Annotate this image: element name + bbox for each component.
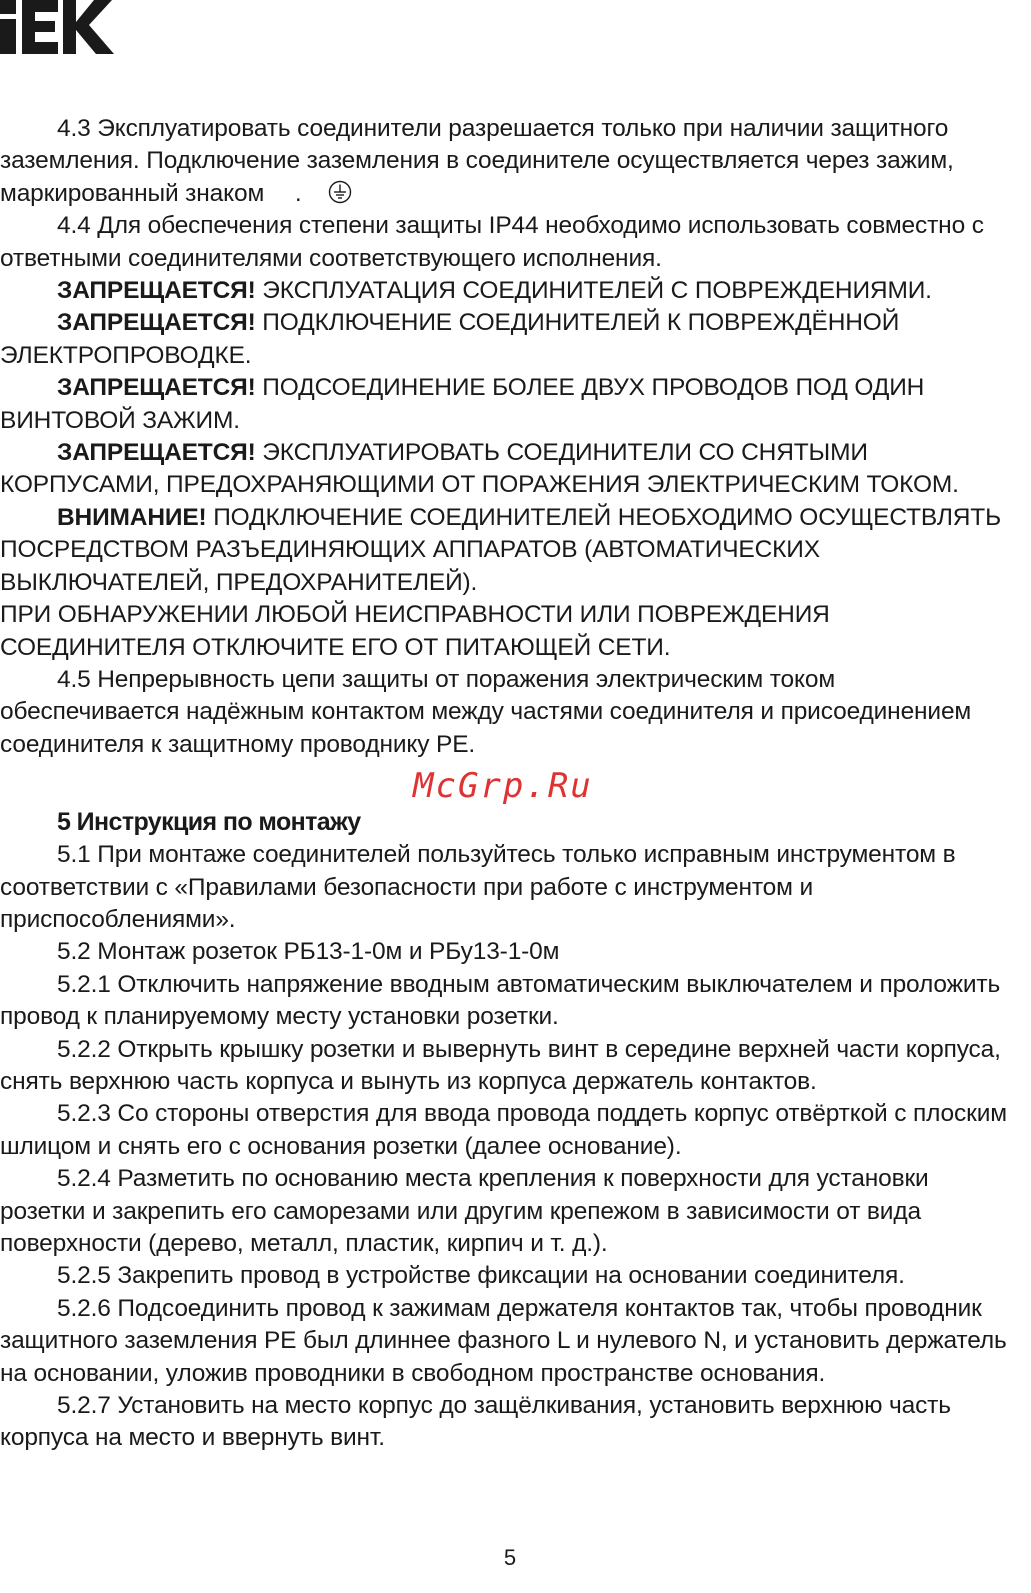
iek-logo bbox=[0, 0, 114, 54]
warning-text: ПОДСОЕДИНЕНИЕ БОЛЕЕ ДВУХ ПРОВОДОВ ПОД ОДИН ВИНТОВОЙ ЗАЖИМ. bbox=[0, 374, 925, 434]
paragraph-5-2-6: 5.2.6 Подсоединить провод к зажимам держателя контактов так, чтобы проводник защитного заземления PE был длиннее фазного L и нулевого N, и установить держатель на основании, уложив проводники в свободном пространстве основания. bbox=[0, 1294, 1007, 1387]
paragraph-5-2-1: 5.2.1 Отключить напряжение вводным автоматическим выключателем и проложить провод к планируемому месту установки розетки. bbox=[0, 970, 1001, 1031]
paragraph-4-4: 4.4 Для обеспечения степени защиты IP44 необходимо использовать совместно с ответными соединителями соответствующего исполнения. bbox=[0, 212, 984, 272]
paragraph-4-3 bbox=[0, 113, 1020, 210]
warning-text: ЭКСПЛУАТИРОВАТЬ СОЕДИНИТЕЛИ СО СНЯТЫМИ КОРПУСАМИ, ПРЕДОХРАНЯЮЩИМИ ОТ ПОРАЖЕНИЯ ЭЛЕКТРИЧЕСКИМ ТОКОМ. bbox=[0, 439, 959, 499]
paragraph-5-2-2: 5.2.2 Открыть крышку розетки и вывернуть винт в середине верхней части корпуса, снять верхнюю часть корпуса и вынуть из корпуса держатель контактов. bbox=[0, 1035, 1001, 1095]
warning-4 bbox=[0, 437, 1020, 502]
warning-text: ЭКСПЛУАТАЦИЯ СОЕДИНИТЕЛЕЙ С ПОВРЕЖДЕНИЯМИ. bbox=[255, 277, 932, 305]
watermark: McGrp.Ru bbox=[413, 766, 593, 806]
page-number: 5 bbox=[503, 1545, 517, 1570]
fault-notice: ПРИ ОБНАРУЖЕНИИ ЛЮБОЙ НЕИСПРАВНОСТИ ИЛИ ПОВРЕЖДЕНИЯ СОЕДИНИТЕЛЯ ОТКЛЮЧИТЕ ЕГО ОТ ПИТАЮЩЕЙ СЕТИ. bbox=[0, 601, 830, 661]
attention-text: ПОДКЛЮЧЕНИЕ СОЕДИНИТЕЛЕЙ НЕОБХОДИМО ОСУЩЕСТВЛЯТЬ ПОСРЕДСТВОМ РАЗЪЕДИНЯЮЩИХ АППАРАТОВ (АВТОМАТИЧЕСКИХ ВЫКЛЮЧАТЕЛЕЙ, ПРЕДОХРАНИТЕЛЕЙ). bbox=[0, 503, 1002, 596]
warning-3 bbox=[0, 372, 1020, 437]
warning-1 bbox=[0, 275, 1020, 307]
paragraph-5-2-5: 5.2.5 Закрепить провод в устройстве фиксации на основании соединителя. bbox=[57, 1262, 905, 1290]
paragraph-5-2: 5.2 Монтаж розеток РБ13-1-0м и РБу13-1-0м bbox=[57, 938, 560, 966]
iek-logo-mark bbox=[0, 0, 114, 54]
attention-label: ВНИМАНИЕ! bbox=[57, 503, 207, 531]
paragraph-5-2-7: 5.2.7 Установить на место корпус до защёлкивания, установить верхнюю часть корпуса на место и ввернуть винт. bbox=[0, 1392, 951, 1452]
ground-icon bbox=[271, 180, 295, 204]
paragraph-4-3-tail: . bbox=[294, 179, 302, 207]
warning-label: ЗАПРЕЩАЕТСЯ! bbox=[57, 309, 256, 337]
paragraph-5-2-3: 5.2.3 Со стороны отверстия для ввода провода поддеть корпус отвёрткой с плоским шлицом и снять его с основания розетки (далее основание). bbox=[0, 1100, 1007, 1160]
paragraph-4-3-text: 4.3 Эксплуатировать соединители разрешается только при наличии защитного заземления. Подключение заземления в соединителе осуществляется через зажим, маркированный знаком bbox=[0, 115, 954, 207]
warning-text: ПОДКЛЮЧЕНИЕ СОЕДИНИТЕЛЕЙ К ПОВРЕЖДЁННОЙ ЭЛЕКТРОПРОВОДКЕ. bbox=[0, 309, 900, 369]
paragraph-5-2-4: 5.2.4 Разметить по основанию места крепления к поверхности для установки розетки и закрепить его саморезами или другим крепежом в зависимости от вида поверхности (дерево, металл, пластик, кирпич и т. д.). bbox=[0, 1165, 929, 1257]
section-5-heading: 5 Инструкция по монтажу bbox=[57, 808, 361, 837]
warning-2 bbox=[0, 307, 1020, 372]
warning-label: ЗАПРЕЩАЕТСЯ! bbox=[57, 439, 256, 467]
paragraph-5-1: 5.1 При монтаже соединителей пользуйтесь только исправным инструментом в соответствии с «Правилами безопасности при работе с инструментом и приспособлениями». bbox=[0, 841, 956, 933]
warning-label: ЗАПРЕЩАЕТСЯ! bbox=[57, 374, 256, 402]
attention-notice bbox=[0, 502, 1020, 599]
warning-label: ЗАПРЕЩАЕТСЯ! bbox=[57, 277, 256, 305]
paragraph-4-5: 4.5 Непрерывность цепи защиты от поражения электрическим током обеспечивается надёжным контактом между частями соединителя и присоединением соединителя к защитному проводнику PE. bbox=[0, 665, 972, 758]
